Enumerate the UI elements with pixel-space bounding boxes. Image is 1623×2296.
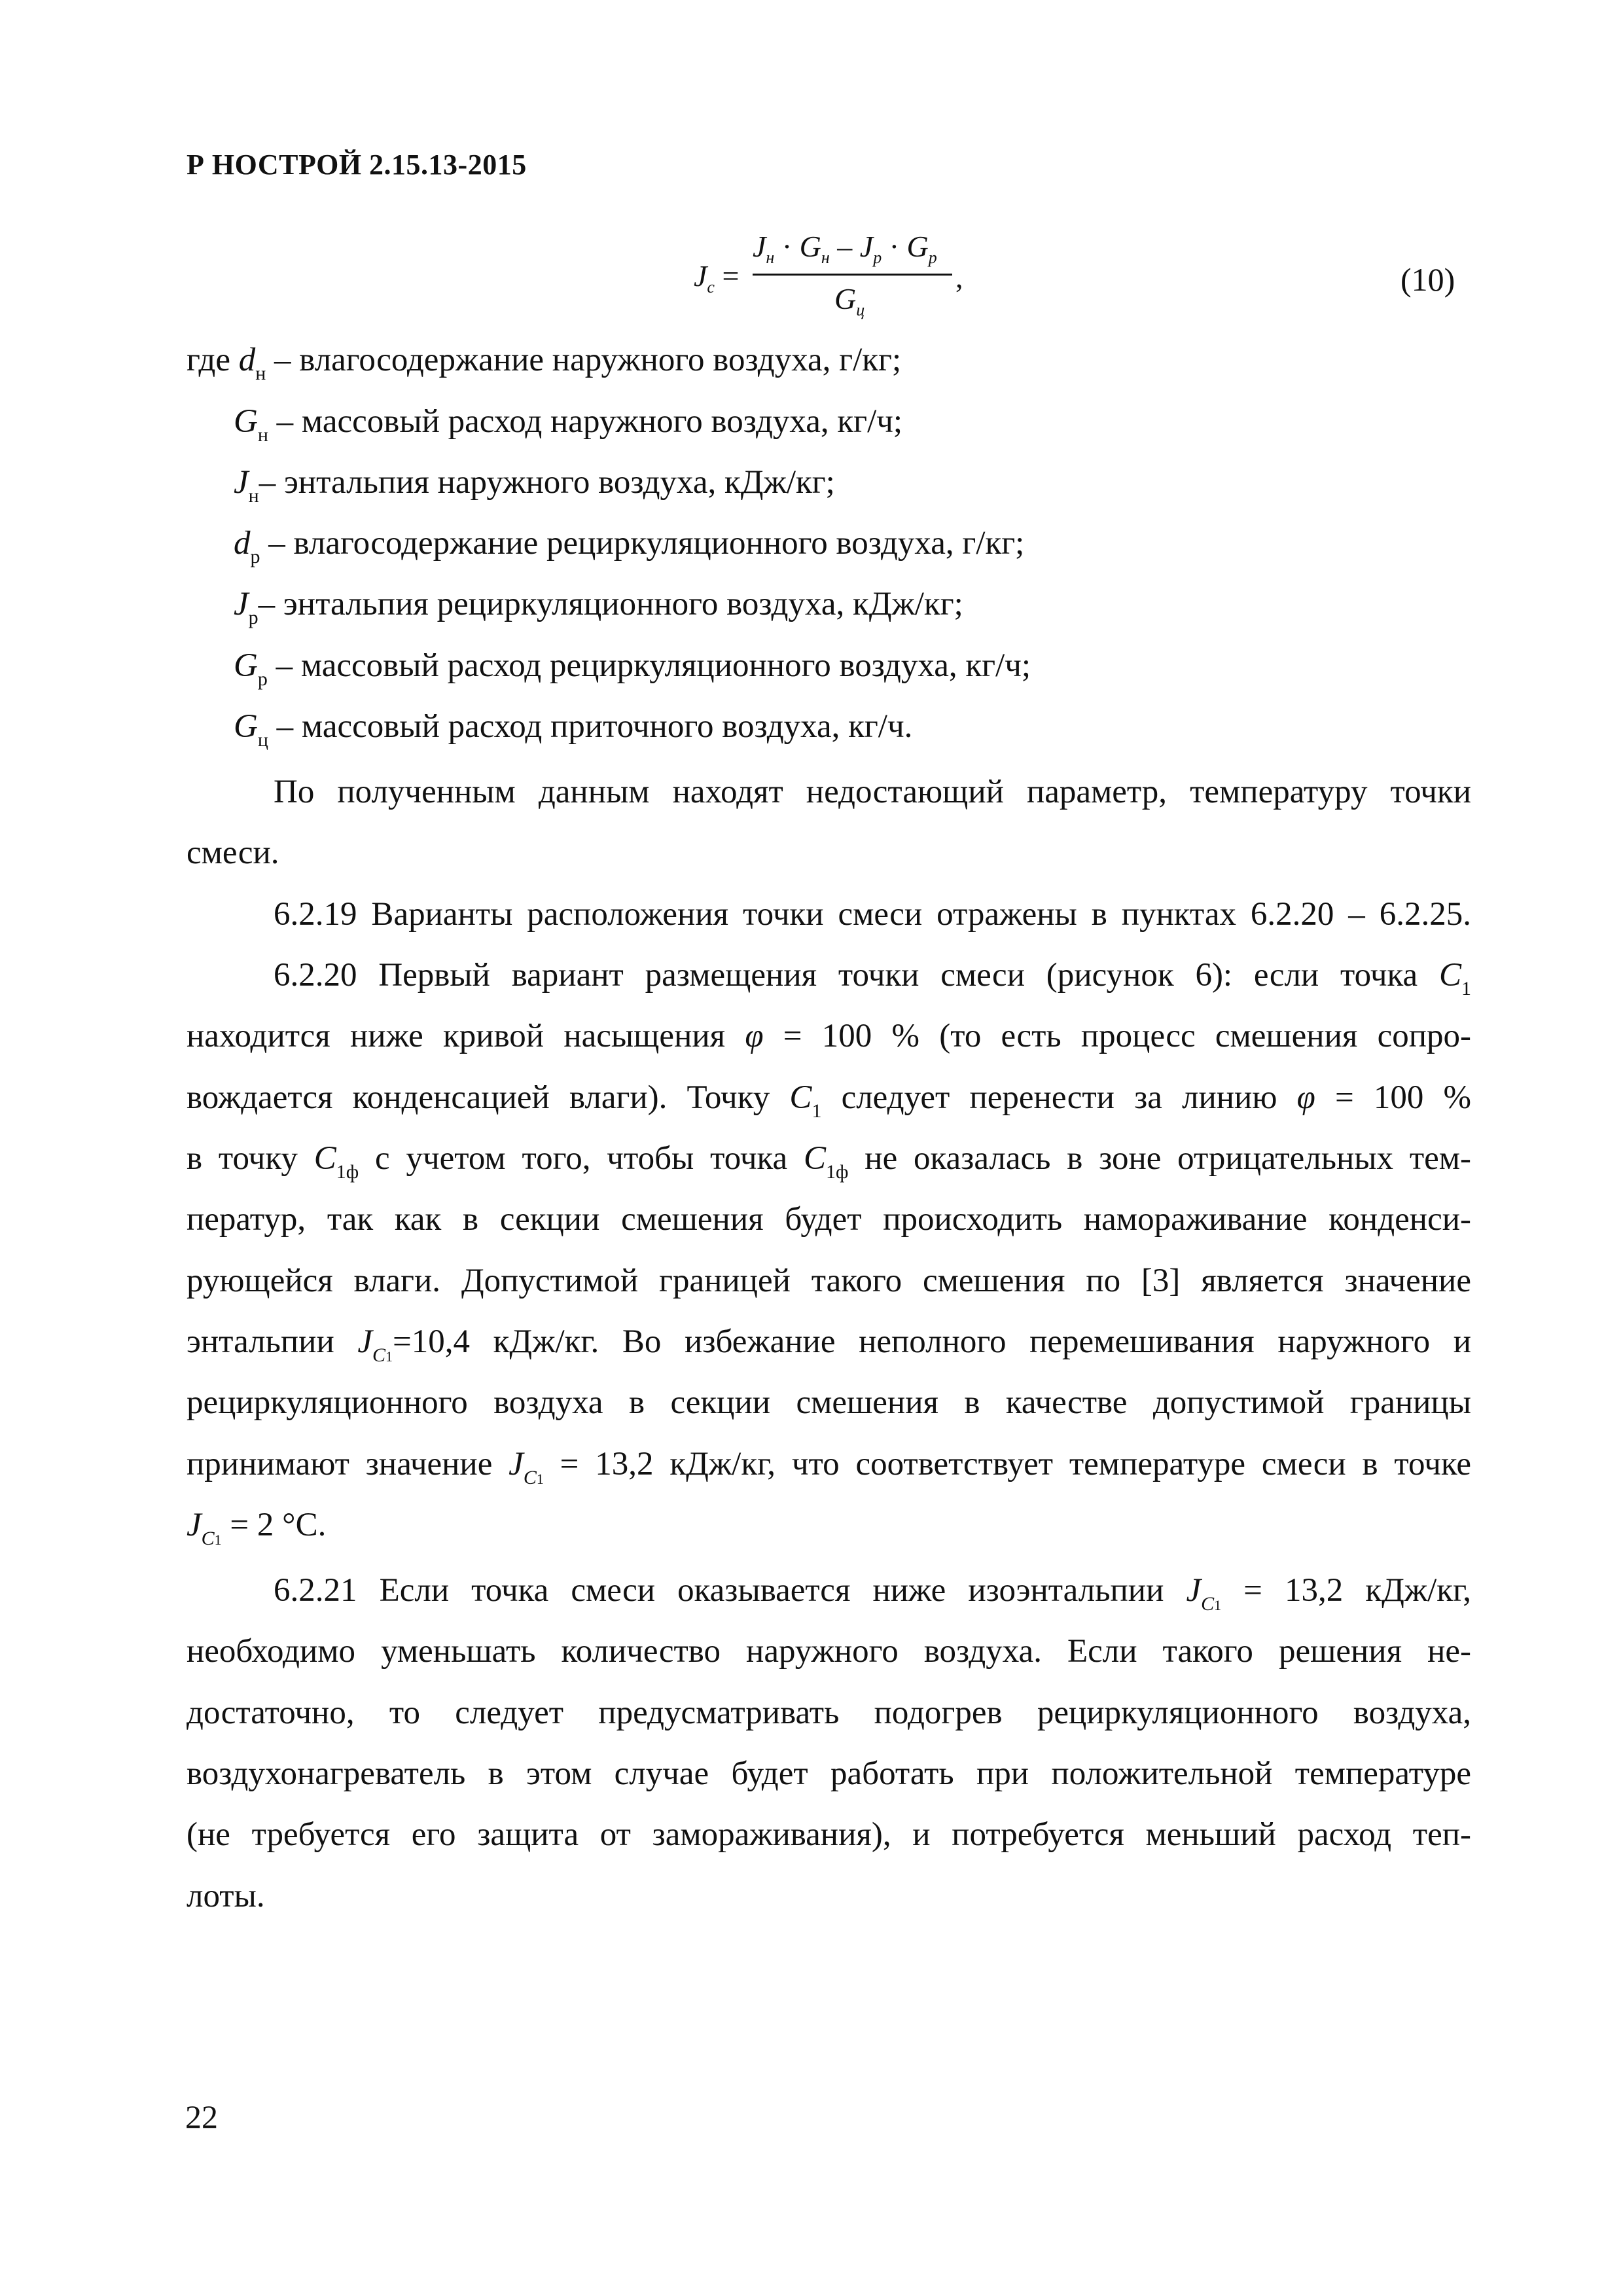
paragraph-line: в точку $C_{1ф}$ с учетом того, чтобы точка $C_{1ф}$ не оказалась в зоне отрицательных тем- [187,1140,1472,1183]
formula-10 [694,226,975,337]
paragraph-line: достаточно, то следует предусматривать подогрев рециркуляционного воздуха, [187,1695,1471,1731]
paragraph-line: энтальпии $J_{C1}=10,4$ кДж/кг. Во избежание неполного перемешивания наружного и [187,1323,1472,1366]
definition-item: $G_р$ – массовый расход рециркуляционного воздуха, кг/ч; [234,647,1031,690]
paragraph-line: рующейся влаги. Допустимой границей такого смешения по [3] является значение [187,1263,1471,1299]
definition-item: $G_н$ – массовый расход наружного воздуха, кг/ч; [234,403,903,446]
paragraph-line: 6.2.19 Варианты расположения точки смеси отражены в пунктах 6.2.20 – 6.2.25. [274,896,1471,933]
formula-lhs: $J_с$ = [694,259,740,296]
paragraph-line: вождается конденсацией влаги). Точку $C_1$ следует перенести за линию φ = 100 % [187,1079,1471,1122]
formula-numerator: $J_н \cdot G_н - J_р \cdot G_р$ [753,230,937,267]
paragraph-line: ператур, так как в секции смешения будет происходить намораживание конденси- [187,1201,1471,1238]
paragraph-line: По полученным данным находят недостающий параметр, температуру точки [274,774,1471,810]
paragraph-line: необходимо уменьшать количество наружного воздуха. Если такого решения не- [187,1633,1471,1670]
definition-item: $J_н-$ энтальпия наружного воздуха, кДж/кг; [234,464,835,507]
paragraph-line: находится ниже кривой насыщения φ = 100 % (то есть процесс смешения сопро- [187,1018,1471,1054]
formula-comma: , [955,260,963,294]
equation-number: (10) [1400,261,1455,298]
page-number: 22 [185,2098,218,2135]
paragraph-line: смеси. [187,834,279,871]
paragraph-line: лоты. [187,1878,265,1914]
paragraph-line: (не требуется его защита от замораживания), и потребуется меньший расход теп- [187,1816,1471,1853]
paragraph-line: 6.2.20 Первый вариант размещения точки смеси (рисунок 6): если точка $C_1$ [274,957,1471,999]
definition-item: $d_р$ – влагосодержание рециркуляционного воздуха, г/кг; [234,525,1025,567]
paragraph-line: принимают значение $J_{C1} = 13,2$ кДж/кг, что соответствует температуре смеси в точке [187,1446,1471,1488]
fraction-bar [753,274,952,276]
document-header: Р НОСТРОЙ 2.15.13-2015 [187,149,527,181]
paragraph-line: 6.2.21 Если точка смеси оказывается ниже изоэнтальпии $J_{C1} = 13,2$ кДж/кг, [274,1572,1471,1615]
definition-item: где $d_н$ – влагосодержание наружного воздуха, г/кг; [187,342,902,384]
paragraph-line: $J_{C1} = 2$ °С. [187,1507,327,1549]
definition-item: $G_ц$ – массовый расход приточного воздуха, кг/ч. [234,708,913,751]
paragraph-line: рециркуляционного воздуха в секции смешения в качестве допустимой границы [187,1384,1471,1421]
definition-item: $J_р-$ энтальпия рециркуляционного воздуха, кДж/кг; [234,586,963,628]
formula-denominator: $G_ц$ [834,282,865,319]
paragraph-line: воздухонагреватель в этом случае будет работать при положительной температуре [187,1755,1471,1792]
